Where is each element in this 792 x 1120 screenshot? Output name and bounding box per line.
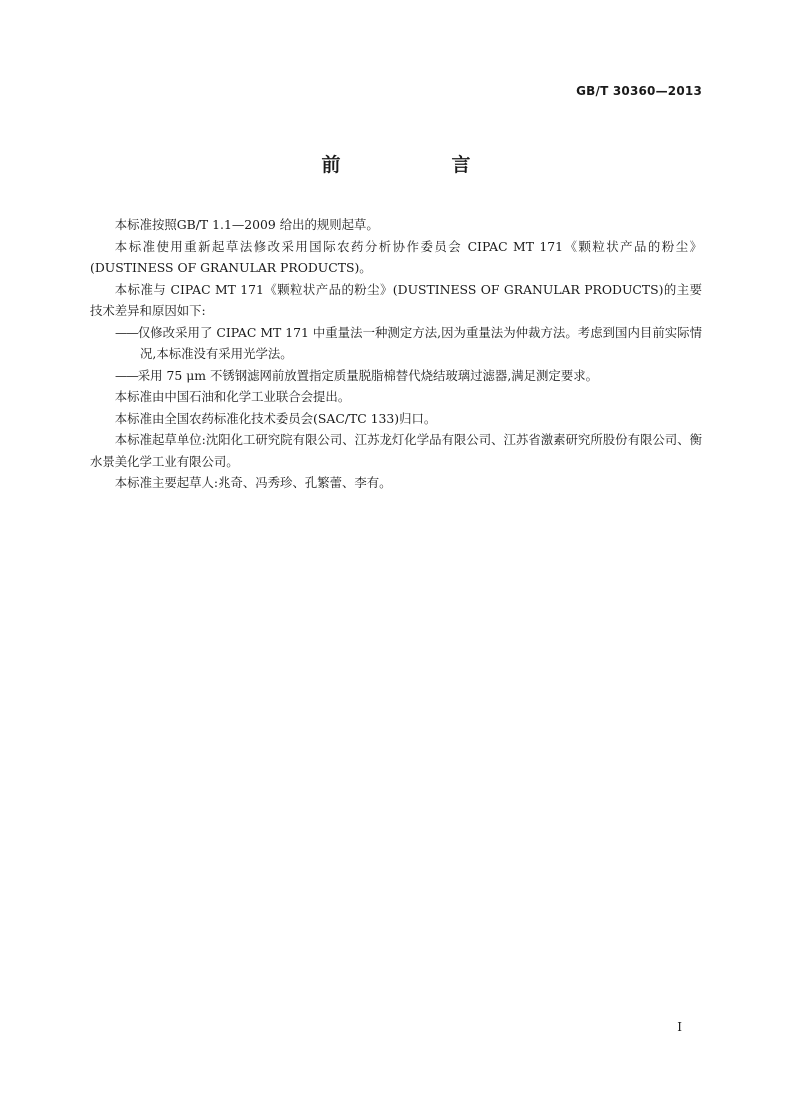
page-title: 前 言	[321, 154, 517, 176]
list-dash: ——	[115, 324, 138, 340]
paragraph-proposed-by: 本标准由中国石油和化学工业联合会提出。	[114, 389, 351, 404]
difference-item	[90, 322, 702, 365]
paragraph-under-jurisdiction: 本标准由全国农药标准化技术委员会(SAC/TC 133)归口。	[114, 410, 437, 426]
paragraph-technical-differences: 本标准与 CIPAC MT 171《颗粒状产品的粉尘》(DUSTINESS OF GRANULAR PRODUCTS)的主要技术差异和原因如下:	[90, 281, 702, 318]
paragraph-adoption-method: 本标准使用重新起草法修改采用国际农药分析协作委员会 CIPAC MT 171《颗粒状产品的粉尘》(DUSTINESS OF GRANULAR PRODUCTS)。	[90, 238, 702, 275]
list-dash: ——	[115, 367, 138, 383]
standard-code: GB/T 30360—2013	[576, 84, 702, 98]
page-number: I	[677, 1020, 682, 1034]
difference-text: 仅修改采用了 CIPAC MT 171 中重量法一种测定方法,因为重量法为仲裁方法。考虑到国内目前实际情况,本标准没有采用光学法。	[137, 324, 702, 361]
difference-text: 采用 75 μm 不锈钢滤网前放置指定质量脱脂棉替代烧结玻璃过滤器,满足测定要求。	[137, 367, 598, 383]
paragraph-drafting-units: 本标准起草单位:沈阳化工研究院有限公司、江苏龙灯化学品有限公司、江苏省激素研究所股份有限公司、衡水景美化学工业有限公司。	[90, 432, 702, 469]
paragraph-drafting-rules: 本标准按照GB/T 1.1—2009 给出的规则起草。	[114, 217, 379, 232]
foreword-body	[90, 214, 702, 494]
paragraph-main-drafters: 本标准主要起草人:兆奇、冯秀珍、孔繁蕾、李有。	[114, 475, 392, 490]
difference-item	[90, 365, 702, 387]
